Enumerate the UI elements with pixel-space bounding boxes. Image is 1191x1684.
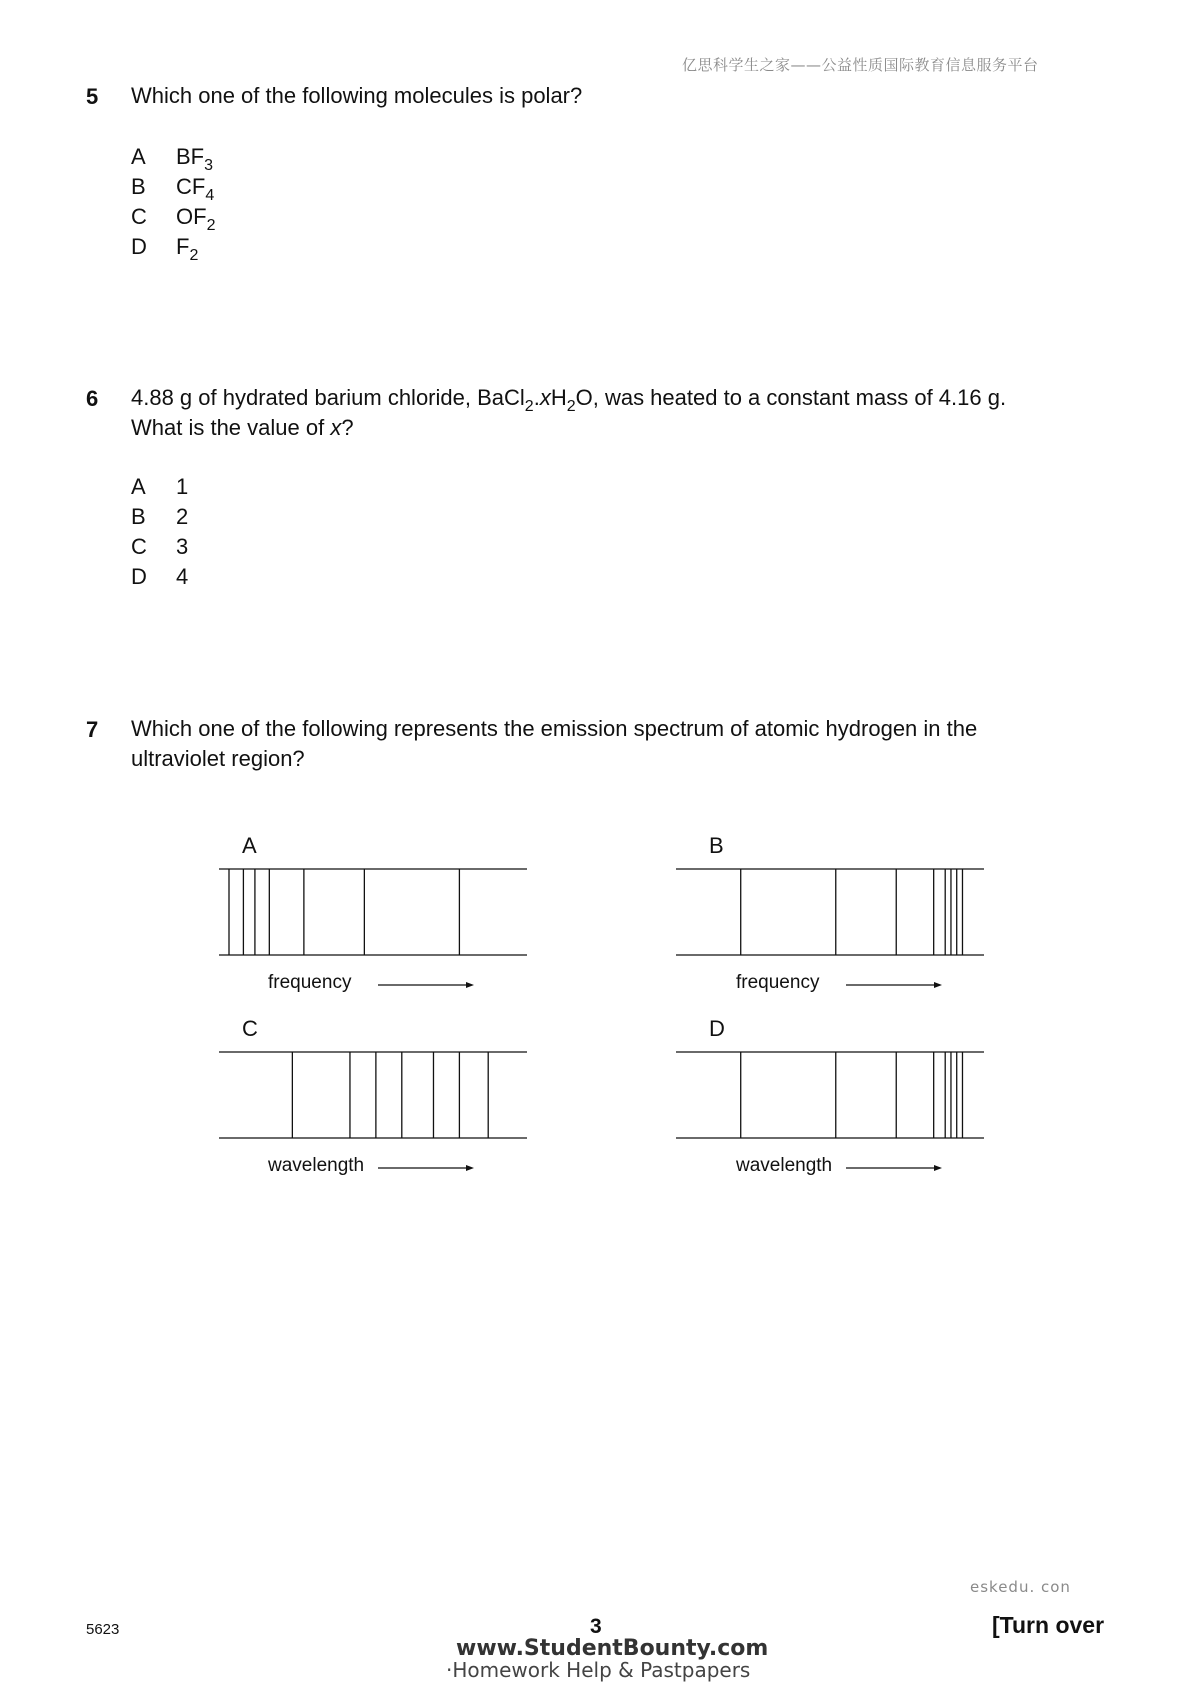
- question-7-line2: ultraviolet region?: [131, 746, 305, 771]
- question-5-text: Which one of the following molecules is polar?: [131, 83, 583, 108]
- option-letter: A: [131, 144, 146, 169]
- spectrum-a-axis-label: frequency: [268, 972, 352, 993]
- option-letter: C: [131, 534, 147, 559]
- arrow-right-icon: [378, 980, 478, 990]
- option-formula: $F_2$: [176, 234, 199, 264]
- option-letter: A: [131, 474, 146, 499]
- q5-option-a[interactable]: [131, 144, 214, 174]
- spectrum-a-diagram: [218, 865, 528, 959]
- spectrum-d-axis-label: wavelength: [736, 1155, 833, 1176]
- option-value: 1: [176, 474, 189, 499]
- spectrum-c-diagram: [218, 1048, 528, 1142]
- spectrum-b-diagram: [675, 865, 985, 959]
- question-6-number: 6: [86, 386, 99, 411]
- spectrum-a-letter[interactable]: A: [242, 833, 257, 858]
- option-letter: D: [131, 564, 147, 589]
- spectrum-c-letter[interactable]: C: [242, 1016, 258, 1041]
- option-letter: B: [131, 504, 146, 529]
- site-watermark: eskedu. con: [970, 1578, 1071, 1596]
- paper-code: 5623: [86, 1621, 120, 1638]
- studentbounty-tagline: ·Homework Help & Pastpapers: [446, 1658, 751, 1682]
- q6-option-d[interactable]: [131, 564, 188, 590]
- page-number: 3: [590, 1615, 602, 1638]
- q6-option-b[interactable]: [131, 504, 188, 530]
- q6-option-a[interactable]: [131, 474, 188, 500]
- option-value: 4: [176, 564, 189, 589]
- turn-over-label: [Turn over: [992, 1612, 1105, 1638]
- arrow-right-icon: [846, 980, 946, 990]
- question-6-line2: What is the value of x?: [131, 415, 354, 440]
- spectrum-b-letter[interactable]: B: [709, 833, 724, 858]
- option-formula: $CF_4$: [176, 174, 215, 204]
- question-7-line1: Which one of the following represents the emission spectrum of atomic hydrogen in the: [131, 716, 978, 741]
- q5-option-d[interactable]: [131, 234, 199, 264]
- spectrum-b-axis-label: frequency: [736, 972, 820, 993]
- spectrum-d-letter[interactable]: D: [709, 1016, 725, 1041]
- option-value: 3: [176, 534, 189, 559]
- question-7-number: 7: [86, 717, 99, 742]
- q5-option-c[interactable]: [131, 204, 216, 234]
- header-watermark: 亿思科学生之家——公益性质国际教育信息服务平台: [682, 56, 1039, 74]
- option-formula: $BF_3$: [176, 144, 214, 174]
- studentbounty-url[interactable]: www.StudentBounty.com: [456, 1636, 769, 1661]
- spectrum-c-axis-label: wavelength: [268, 1155, 365, 1176]
- q5-option-b[interactable]: [131, 174, 215, 204]
- option-letter: D: [131, 234, 147, 259]
- q6-option-c[interactable]: [131, 534, 188, 560]
- option-value: 2: [176, 504, 189, 529]
- option-formula: $OF_2$: [176, 204, 216, 234]
- option-letter: B: [131, 174, 146, 199]
- question-6-line1: 4.88 g of hydrated barium chloride, $BaCl_2.xH_2O$, was heated to a constant mass of 4.16 g.: [131, 385, 1007, 415]
- arrow-right-icon: [846, 1163, 946, 1173]
- arrow-right-icon: [378, 1163, 478, 1173]
- option-letter: C: [131, 204, 147, 229]
- spectrum-d-diagram: [675, 1048, 985, 1142]
- question-5-number: 5: [86, 84, 99, 109]
